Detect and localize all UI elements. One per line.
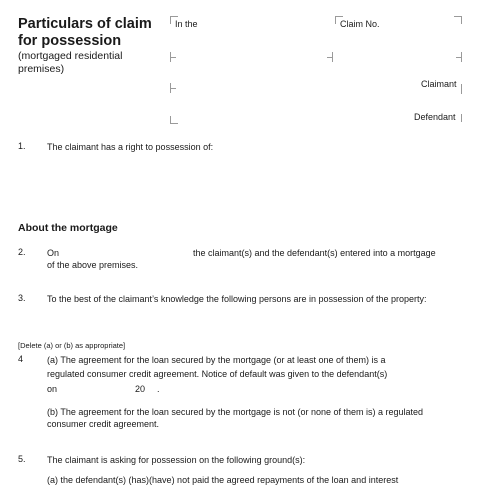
corner-mark [170,16,171,24]
para-4a-year: 20 [135,384,146,394]
subtitle-line-1: (mortgaged residential [18,50,123,62]
para-4-number: 4 [18,354,24,364]
para-4a-line-2: regulated consumer credit agreement. Notice of default was given to the defendant(s) [47,369,388,379]
claim-number-field[interactable] [335,16,463,126]
in-the-label: In the [175,19,198,29]
form-title [18,16,168,50]
divider-mark [461,52,462,62]
para-4a-on: on [47,384,58,394]
default-notice-date-field[interactable] [62,382,132,394]
mortgage-date-field[interactable] [68,246,188,258]
section-heading-mortgage: About the mortgage [18,222,118,234]
corner-mark [170,123,178,124]
para-5-text: The claimant is asking for possession on the following ground(s): [47,455,306,465]
para-1-text: The claimant has a right to possession of: [47,142,214,152]
para-4a-dot: . [157,384,160,394]
title-line-2: for possession [18,33,122,49]
corner-mark [461,114,462,122]
para-4b-line-1: (b) The agreement for the loan secured by the mortgage is not (or none of them is) a regulated [47,407,424,417]
corner-mark [170,16,178,17]
corner-mark [461,16,462,24]
delete-note: [Delete (a) or (b) as appropriate] [18,341,126,350]
divider-mark [170,88,176,89]
para-2-text-b: of the above premises. [47,260,139,270]
para-5a-partial: (a) the defendant(s) (has)(have) not paid the agreed repayments of the loan and interest [47,475,399,485]
divider-mark [327,57,333,58]
corner-mark [461,84,462,94]
claim-no-label: Claim No. [340,19,380,29]
para-2-on: On [47,248,60,258]
para-2-number: 2. [18,247,26,257]
para-3-text: To the best of the claimant’s knowledge the following persons are in possession of the property: [47,294,427,304]
para-3-number: 3. [18,293,26,303]
para-2-text-a: the claimant(s) and the defendant(s) entered into a mortgage [193,248,436,258]
claimant-label: Claimant [421,79,457,89]
corner-mark [335,16,343,17]
subtitle-line-2: premises) [18,62,65,75]
defendant-label: Defendant [414,112,456,122]
para-5-number: 5. [18,454,26,464]
form-subtitle [18,50,168,75]
para-4b-line-2: consumer credit agreement. [47,419,160,429]
court-name-field[interactable] [170,16,335,128]
corner-mark [454,16,462,17]
corner-mark [335,16,336,24]
para-4a-line-1: (a) The agreement for the loan secured by the mortgage (or at least one of them) is a [47,355,386,365]
divider-mark [170,57,176,58]
title-line-1: Particulars of claim [18,16,152,32]
para-1-number: 1. [18,141,26,151]
